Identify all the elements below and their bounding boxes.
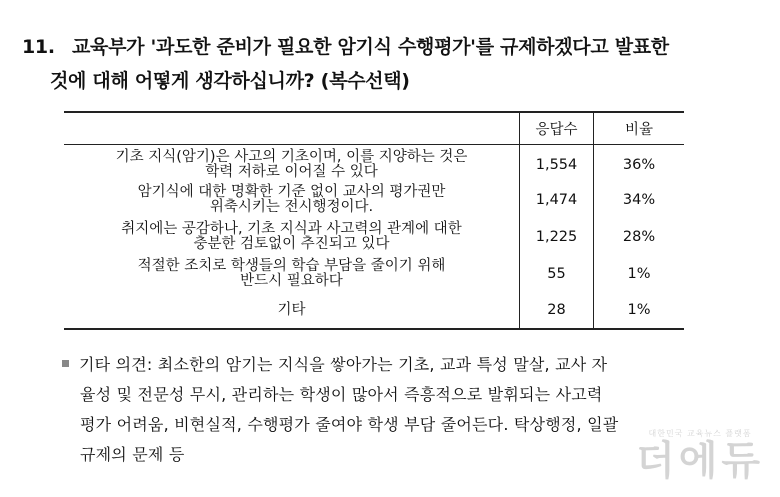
- header-count: 응답수: [520, 112, 594, 144]
- option-label-line2: 위축시키는 전시행정이다.: [209, 198, 374, 215]
- watermark-logo-text: 더에듀: [636, 438, 764, 484]
- option-label: [64, 255, 520, 292]
- option-count: 1,474: [520, 181, 594, 218]
- table-row: [64, 181, 684, 218]
- header-option: [64, 112, 520, 144]
- header-ratio: 비율: [594, 112, 685, 144]
- table-row: [64, 292, 684, 329]
- table-row: [64, 144, 684, 181]
- question-number: 11.: [22, 36, 55, 58]
- option-label: [64, 181, 520, 218]
- table-row: [64, 255, 684, 292]
- opinion-line2: 율성 및 전문성 무시, 관리하는 학생이 많아서 즉흥적으로 발휘되는 사고력: [80, 385, 603, 404]
- table-row: [64, 218, 684, 255]
- option-label-line1: 기초 지식(암기)은 사고의 기초이며, 이를 지양하는 것은: [115, 148, 468, 165]
- other-opinions: [62, 350, 732, 470]
- option-ratio: 1%: [594, 255, 685, 292]
- option-ratio: 28%: [594, 218, 685, 255]
- option-label-line1: 암기식에 대한 명확한 기준 없이 교사의 평가권만: [137, 183, 446, 200]
- option-label: [64, 218, 520, 255]
- survey-results-table: [64, 111, 684, 330]
- question-text-line2: 것에 대해 어떻게 생각하십니까? (복수선택): [50, 70, 410, 92]
- question-text-line1: 교육부가 '과도한 준비가 필요한 암기식 수행평가'를 규제하겠다고 발표한: [72, 36, 669, 58]
- table-header-row: [64, 112, 684, 144]
- opinion-line1: 기타 의견: 최소한의 암기는 지식을 쌓아가는 기초, 교과 특성 말살, 교사 자: [79, 355, 608, 374]
- option-count: 1,554: [520, 144, 594, 181]
- watermark-subtitle: 대한민국 교육뉴스 플랫폼: [648, 429, 752, 438]
- option-label-line1: 취지에는 공감하나, 기초 지식과 사고력의 관계에 대한: [121, 220, 462, 237]
- option-label: [64, 144, 520, 181]
- option-count: 1,225: [520, 218, 594, 255]
- option-label-line2: 반드시 필요하다: [240, 272, 343, 289]
- option-ratio: 36%: [594, 144, 685, 181]
- option-count: 55: [520, 255, 594, 292]
- option-label: 기타: [277, 301, 306, 318]
- option-ratio: 1%: [594, 292, 685, 329]
- option-count: 28: [520, 292, 594, 329]
- opinion-line3: 평가 어려움, 비현실적, 수행평가 줄여야 학생 부담 줄어든다. 탁상행정, 일괄: [80, 415, 619, 434]
- option-ratio: 34%: [594, 181, 685, 218]
- question-heading: [22, 30, 762, 98]
- opinion-line4: 규제의 문제 등: [80, 445, 185, 464]
- option-label-line2: 충분한 검토없이 추진되고 있다: [193, 235, 390, 252]
- watermark-logo: [636, 428, 764, 483]
- square-bullet-icon: [62, 360, 69, 367]
- option-label-line1: 적절한 조치로 학생들의 학습 부담을 줄이기 위해: [137, 257, 446, 274]
- option-label-line2: 학력 저하로 이어질 수 있다: [205, 163, 378, 180]
